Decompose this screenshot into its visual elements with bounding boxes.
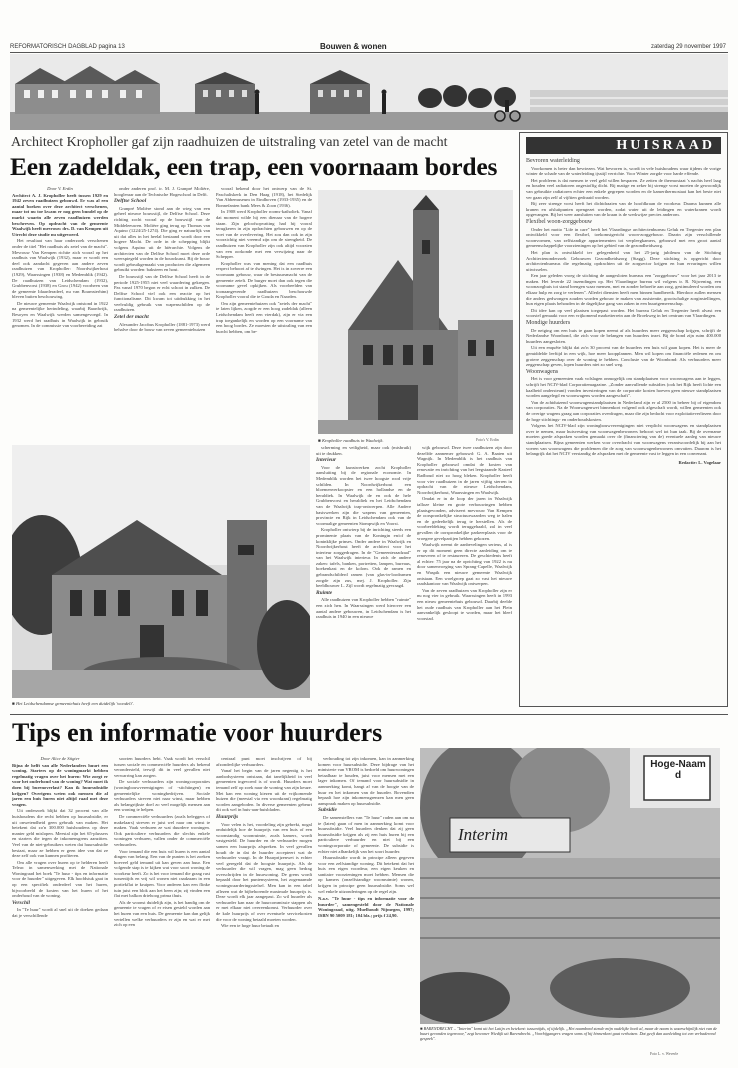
article1-paragraph: Om zijn gemeentehuizen ook "zetels der macht" te laten lijken, zorgde er een hoog zadeldak (alleen Leidschendam heeft een vierdak), zijn er via een trap toegankelijk en worden op een voorname van een hoog bordes. Ze moesten de uitstraling van een burcht hebben, om be- (216, 300, 312, 334)
article2-paragraph: Om alle vragen over huren op te helderen heeft Teleac in samenwerking met de Nationale Woningraad het boek "Te huur - tips en informatie voor de huurder" uitgegeven. Elk hoofdstuk gaat in op een specifiek onderdeel van het huren, bijvoorbeeld de kosten van het huren of het onderhoud van de woning. (12, 859, 108, 899)
sidebar-heading: Flexibel woon-zorggebouw (526, 218, 593, 225)
sidebar-paragraph: Het plan is ontwikkeld ter gelegenheid van het 25-jarig jubileum van de Stichting Architectenonderzoek Gebouwen Gezondheidszorg (Stagg). Deze stichting is opgericht door architectenbureaus die regelmatig opdrachten uit de zorgsector krijgen en hun ervaringen willen uitwisselen. (526, 249, 721, 272)
sidebar-paragraph: Van de achtduizend woonwagenstandplaatsen in Nederland zijn er al 2500 in beheer bij of eigendom van corporaties. Na de Woonwagenwet binnenkort volgend ook afgeschaft wordt, willen gemeenten ook de overige wagens graag aan corporaties overdragen, maar die zijn bedacht voor exploitatieverliezen door de hoge stichtings- en onderhoudskosten. (526, 399, 721, 422)
header-rule (10, 52, 728, 53)
article1-paragraph: Van de zeven raadhuizen van Kropholler zijn er nu nog vier in gebruik. Waarssingen heeft in 1993 een nieuw gemeentehuis gebouwd. Daarbij deelde het oude raadhuis van Kropholler aan het Plein aanvankelijk gesloopt te worden, maar het bleef voorstad. (417, 587, 512, 621)
interim-lettering: Interim (458, 825, 509, 844)
article2-column-1 (12, 756, 108, 1046)
sidebar-paragraph: Uit een enquête blijkt dat zo'n 30 procent van de huurders een huis wil gaan kopen. Het is meer de gemiddelde leeftijd in een wijk, hoe meer koopplannen. Men wil kopen om financiële redenen en om grotere zeggenschap over de woning te hebben. Conclusie van de Woonbond: Als verhuurders meer zeggenschap geven, lopen huurders niet zo snel weg. (526, 345, 721, 368)
article1-paragraph: De bouwstijl van de Delftse School heeft in de periode 1925-1955 niet veel waardering gekregen. Pas vanaf 1970 begon er echt schoot in zulken. De Delftse School viel ook een reactie op het functionalisme. Dit kwam tot uitdrukking in het veelvuldig gebruik van wapenschilden op de raadhuizen. (114, 273, 210, 313)
sidebar-paragraph: Onder het motto "Life in care" heeft het Vlaardingse architectenbureau Geluk en Tregenier een plan ontwikkeld voor een flexibel, toekomstgericht woon-zorggebouw. Daarin zijn verschillende woonvormen, van zelfstandige appartementen tot verpleegkamers, gebouwd met een groot aantal gemeenschappelijke voorzieningen op het gebied van de gezondheidszorg. (526, 226, 721, 249)
sidebar-heading: Bevroren waterleiding (526, 158, 580, 164)
article2-paragraph: Wie een te hoge huur betaalt en (221, 923, 279, 929)
sidebar-paragraph: Bij zeer strenge vorst heeft het dichtdraaien van de hoofdkraan de voorkeur. Daarna kunnen alle kranen en afsluitpunten opengezet worden, zodat water uit de leidingen en waterkranen wordt opgevangen. Bij het weer aansluiten van de kraan is de werkwijze precies anderom. (526, 201, 721, 218)
article1-paragraph: Het resultaat van haar onderzoek verschenen onder de titel "Het raadhuis als zetel van de macht". Mevrouw Van Kempen richtte zich vooral op het raadhuis van Waalwijk (1932), maar er wordt een deel ook aandacht gegeven aan andere zeven raadhuizen van Kropholler: Noordwijkerhout (1929), Waarssingen (1938) en Medemblik (1942). De raadhuizen van Leidschendam (1932), Grubbenvorst (1938) en Grou (1942) voorheen van de gemeente Idaarderadeel, nu van Boarnsterhim) bleven buiten beschouwing. (12, 238, 108, 300)
photo-waalwijk-townhall (318, 190, 513, 434)
article1-column-5 (417, 445, 512, 703)
article2-paragraph: Voor iemand die een huis wil huren is een aantal dingen van belang. Een van de punten is het zoeken hoeveel geld iemand uit kan geven aan huur. Een volgende stap is te kijken wat voor soort woning de voorkeur heeft. Zo is het voor iemand die graag rust tussentijds en vrij wil wonen niet raadzaam in een portiekflat te kruipen. Voor anderen kan een flinke tuin juist een blok aan het been zijn; zij vinden een flat met balkon driehoog prima thuis. (114, 848, 210, 899)
article2-subheading: Verschil (12, 899, 30, 906)
article2-subheading: Subsidie (318, 807, 337, 814)
article2-paragraph: Uit onderzoek blijkt dat 32 procent van alle huishoudens die recht hebben op huursubsidie, er uit onwetendheid geen gebruik van maken. Het betekent dat zo'n 300.000 huishoudens op deze manier geld mislopen. Meestal zijn het 65-plussers en starters die tegen de inkomensgrens aanzitten. Veel van de niet-gebruikers weten dat huursubsidie bestaat, maar ze hebben er geen idee van dat ze deze zelf ook van kunnen profiteren. (12, 808, 108, 859)
banner-illustration (10, 54, 728, 130)
article1-paragraph: Alle raadhuizen van Kropholler hebben "ruimte" een zich hen. In Waarssingen werd hierover een aantal andere gebouwen, in Leidschendam is het raadhuis in 1940 in een nieuwe (316, 597, 411, 620)
article1-column-4 (316, 445, 411, 703)
article2-headline: Tips en informatie voor huurders (12, 718, 383, 747)
article2-paragraph: In "Te huur" wordt al snel uit de doeken gedaan dat je verschillende (12, 907, 108, 919)
sidebar-huisraad (519, 132, 728, 707)
article1-column-1 (12, 186, 108, 436)
section-title: Bouwen & wonen (320, 42, 387, 51)
sidebar-title-bar (526, 137, 721, 154)
article2-paragraph: De sociale verhuurders zijn woningcorporaties (woningbouwverenigingen of -stichtingen) en gemeentelijke woningbedrijven. Sociale verhuurders streven niet naar winst, maar hebben als belangrijkste doel zo veel mogelijk mensen aan een woning te helpen. (114, 779, 210, 813)
article2-paragraph: soorten huurders hebt. Vaak wordt het verschil tussen sociale en commerciële huurders als bekend verondersteld, terwijl dit in veel gevallen niet verwarring kan zorgen. (114, 756, 210, 778)
article1-paragraph: In 1908 werd Kropholler rooms-katholiek. Vanaf dat moment wilde hij een dienaar van de hogere staan. Zijn geloofsopvatting had hij vooral terugkeren in zijn opdrachten gebouwen en op de voet van de overlevering. Het zou dan ook in zijn voorzichtig niet vreemd zijn om de strengheid. De raadhuizen van Kropholler zijn ook altijd voorzien van een oorkonde met een verwijzing naar de Schepper. (216, 209, 312, 260)
article1-subheading: Zetel der macht (114, 314, 149, 321)
article1-paragraph: Granpré Molière stond aan de wieg van een geheel nieuwe bouwstijl, de Delftse School. Deze richting zocht vooral op de bouwstijl van de Middeleeuwen. Molière ging terug op Thomas van Aquino (1224/25-1274). Die ging er natuurlijk van uit dat alles in het heelal bestaand wordt door een hogere Macht. De orde in de schepping blijkt volgens Aquino uit de hiërarchie. Volgens de architecten van de Delftse School moet deze orde weerspiegeld worden in de bouwkunst. Bij de bouw wordt gebruikgemaakt van producten die algemeen gebruikt worden: baksteen en hout. (114, 205, 210, 273)
sidebar-paragraph: De neiging om een huis te gaan kopen neemt af als huurders meer zeggenschap krijgen, schrijft de Nederlandse Woonbond, die zich voor de belangen van huurders inzet. Bij de bond zijn ruim 400.000 huurders aangesloten. (526, 327, 721, 344)
article-divider (10, 714, 728, 715)
article1-paragraph: vooral bekend door het ontwerp van de St. Paschaliskerk in Den Haag (1918), het Stedelijk Van Abbemuseum in Eindhoven (1933-1935) en de Bonnefanten bank Mees & Zoon (1936). (216, 186, 312, 208)
article2-paragraph: Huursubsidie wordt in principe alleen gegeven voor een zelfstandige woning. Dit betekent dat het huis een eigen voordeur, een eigen keuken en sanitaire voorzieningen moet hebben. Mensen die op kamers (onzelfstandige woonruimte) wonen, krijgen in principe geen huursubsidie. Soms wel wel enkele uitzonderingen op de regel zijn. (318, 855, 414, 894)
photo-leidschendam-townhall (12, 445, 310, 698)
article2-paragraph: Als de woonst duidelijk zijn, is het handig om de gemeente te vragen of er eisen gesteld worden aan het huren van een huis. De gemeente kan dan gelijk vertellen welke verhuurders er zijn en wat er met zich op een (114, 899, 210, 928)
article1-byline: Door V. Erdin (47, 186, 73, 191)
sidebar-paragraph: Dit idee kan op veel plaatsen toegepast worden. Het bureau Geluk en Tregenier heeft alvast een voorstel gemaakt voor een vrijkomend marketterrein aan de Broekweg in het centrum van Vlaardingen. (526, 307, 721, 319)
article2-intro: Bijna de helft van alle Nederlanders huurt een woning. Starters op de woningmarkt hebben regelmatig vragen over het huren: Wie zorgt er voor het onderhoud van de woning? Wat moet ik doen bij burenoverlast? Kan ik huursubsidie krijgen? Overigens weten ook mensen die al jaren een huis huren niet altijd raad met deze vragen. (12, 762, 108, 807)
article1-paragraph: Voor de kunstwerken zocht Kropholler aansluiting bij de regionale economie. In Medemblik worden het twee hoogste rood vrije schilden. In Noordwijkerhout een bloemenverkoopster en een hollandse en de heraldiek. In Waalwijk de en ook de hele Grubbenvorst en heraldiek en het Leidschendam van de Waalwijk trap-ontwerpen. Alle Andere basiswerken zijn die wapens van gemeenten, provincie en Rijk in Leidschendam ook van de voormalige gemeenten Stompwijk en Voorst. (316, 464, 411, 526)
sidebar-paragraph: Volgens het NCIV-blad zijn woningbouwverenigingen niet verplicht woonwagens en standplaatsen over te nemen, maar huisvesting van woonwagenbewoners behoort wel tot hun taak. Bij de overname moeten goede afspraken worden gemaakt over de (financiering van de) eventuele aanleg van nieuwe standplaatsen. Bijna gemeenten werken voor overdracht van woonwagens verantwoordelijk bij aan het voeren van woonwagens die problemen die de zorg van woonwagenbewoners omvatten. Daarom is het belangrijk dat het NCIV verstandig de afspraken met de gemeente vast te leggen in een convenant. (526, 423, 721, 457)
photo3-caption: ■ BARENDRECHT – "Interim" komt uit het Latijn en betekent: tussentijds, of tijdelijk. „Het naambord stende mijn oudelijke boek al, maar de naam is waarschijnlijk niet van de buurt gevonden tegenvoor," zegt bewoner Wiedijk uit Barendrecht. „Voorbijgangers vragen soms of hij binnenkort gaat verhuizen. Dat geeft dan aanleiding tot een verbaderend gesprek". (420, 1026, 718, 1042)
article2-paragraph: De samenstellers van "Te huur" raden aan om na te (laten) gaan of men in aanmerking komt voor huursubsidie. Veel huurders denken dat zij geen huursubsidie krijgen als zij een huis huren bij een particuliere verhuurder en niet bij een woningcorporatie of gemeente. De subsidie is echter niet afhankelijk van het soort huurder. (318, 814, 414, 854)
article1-paragraph: Alexander Jacobus Kropholler (1881-1973) werd behalve door de bouw van zeven gemeentehuizen (114, 321, 210, 333)
article1-paragraph: Omdat er in de loop der jaren in Waalwijk talloze kleine en grote verbouwingen hebben plaatsgevonden, adviseert mevrouw Van Kempen de oorspronkelijke structuurwaarden weg te halen en de gedeeltelijk terug te herstellen. Als de voorbeeldeking wordt teruggehaald, zal in veel gevallen de oorspronkelijke parkeerplaats voor de vroegere gevelpartijen hebben gekozen. (417, 496, 512, 541)
photo1-credit: Foto's V. Erdin (476, 438, 499, 442)
sidebar-paragraph: Een jaar geleden vroeg de stichting de aangesloten bureaus een "zorggebouw" voor het jaar 2013 te maken. Het leverde 22 inzendingen op. Het Vlaardingse bureau wil volgens ir. R. Nijwening, een woonzorghuis tot stand brengen waar mensen, met en zonder behoefte aan zorg, gestimuleerd worden om elkaar hulp en zorg te verlenen". Allerlei diensten heeft men binnen handbereik. Hierdoor zullen mensen die anders gedwongen zouden worden gebouw te maken van assistentie, grootschalige zorginstellingen, hun eigen plaats behouden in de dagelijkse gang van zaken in een buurtgemeenschap. (526, 273, 721, 307)
article2-paragraph: De commerciële verhuurders (zoals beleggers of makelaars) streven er juist wel naar om winst te maken. Vaak verhuren ze wat duurdere woningen. Ook particuliere verhuurders die slechts enkele woningen verhuren, vallen onder de commerciële verhuurders. (114, 813, 210, 847)
house-name-sign: Hoge-Naamd (650, 759, 706, 781)
article2-paragraph: Voor velen is het, voordeling zijn gebrekt, nogal onduidelijk hoe de huurprijs van een huis of een woonstandig woonruimte, zoals kamers, wordt vastgesteld. De huurder en de verhuurder mogen samen een huurprijs afspreken. In veel gevallen houdt de in dat de huurder accepteert wat de verhuurder vraagt. In de Huurprijzenwet is echter veel geregeld dat de hoogste huurprijs. Als de verhuurder die wil vragen, mag geen bedrag overschrijden in de huurwoning. De grens wordt bepaald door het puntensysteem, het zogenaamde woningwaarderingsstelsel. Men kan in een tabel aflezen wat de bijbehorende maximale huurprijs is. Deze wordt elk jaar aangepast. Zo wil huurder als verhuurder kan naar de huurcommissie stappen als er met elkaar niet overeenkomst. Verhuurder over de kale huurprijs of over eventuele servicekosten die voor de woning betaald moeten worden. (216, 821, 312, 922)
article2-paragraph: verhouding tot zijn inkomen, kan in aanmerking komen voor huursubsidie. Deze bijdrage van het ministerie van VROM is bedoeld om huurwoningen betaalbaar te houden, juist voor mensen met een lager inkomen. Of iemand voor huursubsidie in aanmerking komt, hangt af van de hoogte van de huur en het inkomen van de huurder. Bovendien bepaalt hoe zijn inkomensgrenzen kan men geen aanspraak maken op huursubsidie. (318, 756, 414, 806)
article1-kicker: Architect Kropholler gaf zijn raadhuizen de uitstraling van zetel van de macht (11, 135, 448, 150)
photo2-caption: ■ Het Leidschendamse gemeentehuis heeft een duidelijk 'woodeli'. (12, 701, 134, 706)
article2-book-info: N.a.v. "Te huur - tips en informatie voor de huurder", samengesteld door de Nationale Woningraad, uitg. Muelhoudt Nijmegen, 1997; ISBN 90 5009 181; 104 blz.; prijs f 24,90. (318, 896, 414, 919)
article2-paragraph: Vanaf het begin van de jaren negentig is het aanbodsysteem ontstaan, dat tanelijkheid in veel gemeenten ingevoerd is of wordt. Huurders moet iemand zelf op zoek naar de woning van zijn keuze. Met kan een woning kiezen uit de vrijkomende huizen die (meestal via een woonkrant) regelmatig worden aangeboden. In diverse gemeenten gebeurt dit ook wel in huis-aan-huisbladen. (216, 768, 312, 813)
article1-subheading: Delftse School (114, 198, 147, 205)
sidebar-body (526, 157, 721, 702)
photo-interim-house (420, 748, 720, 1024)
article2-paragraph: centraal punt moet inschrijven of bij afzonderlijke verhuurders. (216, 756, 312, 767)
article1-paragraph: scherming en veiligheid, maar ook (misbruik) uit te drukken. (316, 445, 411, 456)
article1-column-3 (216, 186, 312, 436)
sidebar-editor: Redactie: L. Vogelaar (678, 459, 721, 465)
sidebar-title: HUISRAAD (616, 138, 715, 153)
article2-subheading: Huurprijs (216, 813, 239, 820)
article1-paragraph: Waalwijk neemt de aanbevelingen serieus, al is er op dit moment geen directe aanleiding om te renoveren of te restaureren. De geschiedenis heeft al echter: 75 jaar na de oprichting van 1922 is nu door samenvoeging van Sprang-Capelle, Waalwijk en Waspik een nieuwe gemeente Waalwijk ontstaan. Een woelgroep gaat zo vast het nieuwe raadskantoor van Waalwijk ontwerpen. (417, 542, 512, 587)
sidebar-paragraph: Het probleem is dat mensen te veel geld willen besparen. Ze zetten de thermostaat 's nachts heel laag en houden veel radiatoren ongestoffig dicht. Bij matige en zeker bij strenge vorst moeten de gewoonlijk van gebruikte radiatoren echter een enkele gegrepen worden en de kamerthermostaat kan het beste niet ver gaan zijn zelf al vijftien gedraaid worden. (526, 177, 721, 200)
article1-subheading: Ruimte (316, 589, 333, 596)
article1-paragraph: onder anderen prof. ir. M. J. Granpré Molière, hoogleraar aan de Technische Hogeschool in Delft. (114, 186, 210, 197)
article2-column-4 (318, 756, 414, 1046)
photo3-credit: Foto L. v. Weverle (650, 1052, 679, 1056)
photo1-caption: ■ Kropholler raadhuis in Waalwijk. (318, 438, 384, 443)
article1-subheading: Interieur (316, 457, 337, 464)
sidebar-heading: Woonwagens (526, 368, 559, 375)
article1-paragraph: wijk gebouwd. Deze twee raadhuizen zijn door dezelfde aannemer gebouwd: G. A. Baaten uit Wagnijk. In Medemblik is het raadhuis van Kropholler gebouwd omdat de kosten van renovatie en inrichting van het leegstaande Kasteel Radboud niet zo hoog bleken. Kropholler heeft voor vier raadhuizen in de jaren vijftig sterren in opdracht van de nieuwe Leidschendam, Noordwijkerhout, Waarssingen en Waalwijk. (417, 445, 512, 495)
article2-byline: Door Alice de Stigter (40, 756, 80, 761)
sidebar-paragraph: Voorkomen is beter dan bevriezen. Wat bevroren is, wordt in vele huishoudens waar tijdens de vorige winter de schade van de waterleiding ijsstijl verrichte. Voor Winter zorgde voor harde effende. (526, 165, 721, 177)
sidebar-paragraph: Het is voor gemeenten vaak volslagen onmogelijk om standplaatsen voor woonwagens aan te leggen, schrijft het NCIV-blad Corporatiemagazine. „Zonder aanvullende subsidies (ook het Rijk heeft lichte een kaalheid ondersteunt) vonden investeringen van de corporatie kosten hoeven geen nieuwe standplaatsen worden aangelegd en woonwagens worden aangeschaft". (526, 376, 721, 399)
article1-headline: Een zadeldak, een trap, een voornaam bordes (10, 152, 498, 181)
article1-column-2 (114, 186, 210, 436)
newspaper-name: REFORMATORISCH DAGBLAD pagina 13 (10, 44, 125, 50)
article2-column-3 (216, 756, 312, 1046)
article1-paragraph: De nieuwe gemeente Waalwijk ontstond in 1922 na gemeentelijke herindeling, waarbij Baardwijk, Besoyen en Waalwijk werden samengevoegd. In 1932 werd het raadhuis in Waalwijk in gebruik genomen. In de commissie van voorbereiding zat (12, 300, 108, 329)
sidebar-heading: Mondige huurders (526, 320, 571, 327)
article2-column-2 (114, 756, 210, 1046)
issue-date: zaterdag 29 november 1997 (650, 44, 726, 50)
article1-paragraph: Kropholler ontwierp bij de inrichting steeds een prominente plaats van de Koningin en/of de koninklijke prinses. Onder andere in Waalwijk en Noordwijkerhout heeft de architect voor het interieur zorggedragen. In de "Gemeenteraadzaal" van het Waalwijk interieur. In zich de andere zaken: tafels, banken, portretten, lampen, bureaus, boekenkast en de kolom. Ook de ramen en gebrandschilderd ramen (van glas-in-loodramen zorgde zijn zus, mej. J. Kropholler. Zijn beeldhouwer L. Zijl wordt regelmatig gevraagd. (316, 527, 411, 589)
article1-paragraph: Kropholler was van mening dat een raadhuis respect behoort af te dwingen. Het is in zoverre een voornaam gebouw, waar de bestuursmacht van de gemeente zetelt. De burger moet dan ook tegen die voorname gevel opkijken. Als voorbeelden van toonaangevende raadhuizen beschouwde Kropholler vooral die te Gouda en Naarden. (216, 260, 312, 300)
article1-intro: Architect A. J. Kropholler heeft tussen 1929 en 1942 zeven raadhuizen gebouwd. Er was al een aantal boeken over deze architect verschenen, maar tot nu toe kwam er nog geen bundel op de markt waarin alle zeven raadhuizen werden beschreven. Op opdracht van de gemeente Waalwijk heeft mevrouw drs. D. van Kempen uit Utrecht deze studie nu uitgevoerd. (12, 192, 108, 237)
